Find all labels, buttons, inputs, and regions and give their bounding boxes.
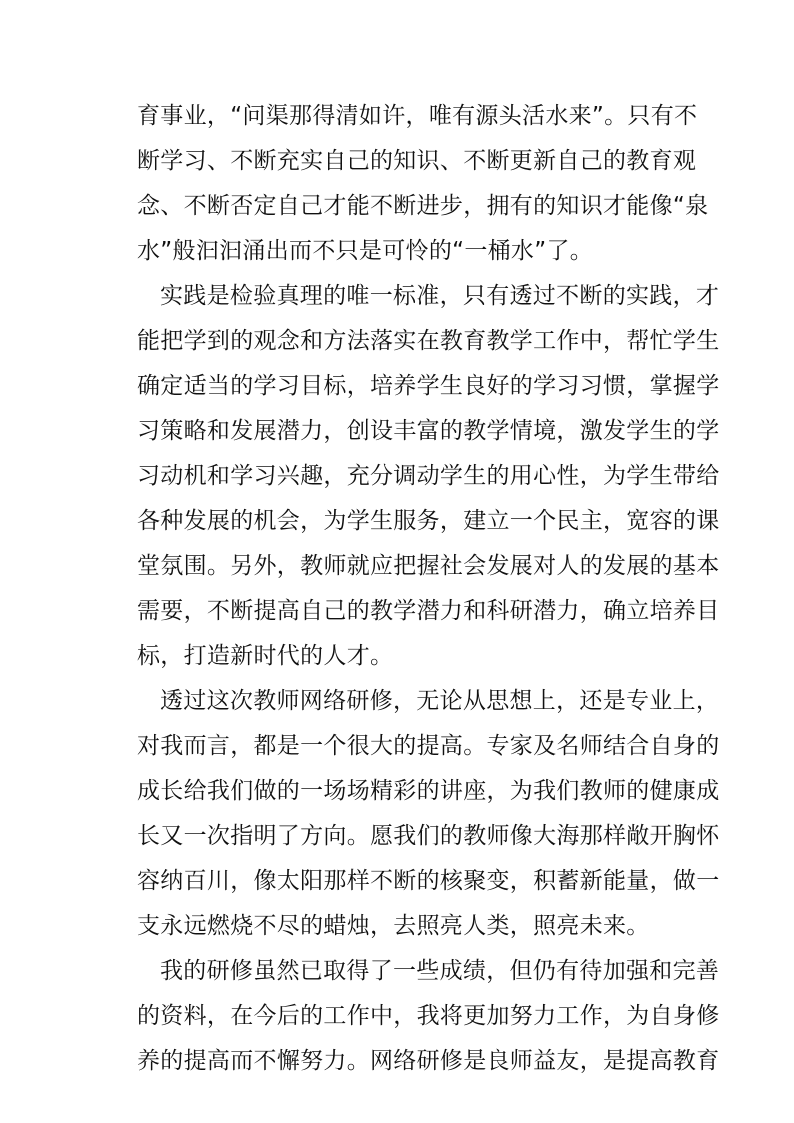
paragraph-start-line: 我的研修虽然已取得了一些成绩，但仍有待加强和完善 [160, 958, 720, 984]
text-line: 念、不断否定自己才能不断进步，拥有的知识才能像“泉 [137, 193, 709, 219]
text-line: 堂氛围。另外，教师就应把握社会发展对人的发展的基本 [137, 553, 720, 579]
text-line: 支永远燃烧不尽的蜡烛，去照亮人类，照亮未来。 [137, 913, 650, 939]
text-line: 成长给我们做的一场场精彩的讲座，为我们教师的健康成 [137, 778, 720, 804]
text-line: 水”般汩汩涌出而不只是可怜的“一桶水”了。 [137, 238, 594, 264]
text-line: 养的提高而不懈努力。网络研修是良师益友，是提高教育 [137, 1048, 720, 1074]
text-line: 断学习、不断充实自己的知识、不断更新自己的教育观 [137, 148, 697, 174]
text-line: 能把学到的观念和方法落实在教育教学工作中，帮忙学生 [137, 328, 720, 354]
text-line: 需要，不断提高自己的教学潜力和科研潜力，确立培养目 [137, 598, 720, 624]
text-line: 育事业，“问渠那得清如许，唯有源头活水来”。只有不 [137, 103, 698, 129]
text-line: 标，打造新时代的人才。 [137, 643, 394, 669]
paragraph-start-line: 实践是检验真理的唯一标准，只有透过不断的实践，才 [160, 283, 720, 309]
paragraph-start-line: 透过这次教师网络研修，无论从思想上，还是专业上， [160, 688, 720, 714]
text-line: 对我而言，都是一个很大的提高。专家及名师结合自身的 [137, 733, 720, 759]
text-line: 习动机和学习兴趣，充分调动学生的用心性，为学生带给 [137, 463, 720, 489]
text-line: 确定适当的学习目标，培养学生良好的学习习惯，掌握学 [137, 373, 720, 399]
text-line: 的资料，在今后的工作中，我将更加努力工作，为自身修 [137, 1003, 720, 1029]
text-line: 习策略和发展潜力，创设丰富的教学情境，激发学生的学 [137, 418, 720, 444]
text-line: 长又一次指明了方向。愿我们的教师像大海那样敞开胸怀 [137, 823, 720, 849]
text-line: 容纳百川，像太阳那样不断的核聚变，积蓄新能量，做一 [137, 868, 720, 894]
text-line: 各种发展的机会，为学生服务，建立一个民主，宽容的课 [137, 508, 720, 534]
